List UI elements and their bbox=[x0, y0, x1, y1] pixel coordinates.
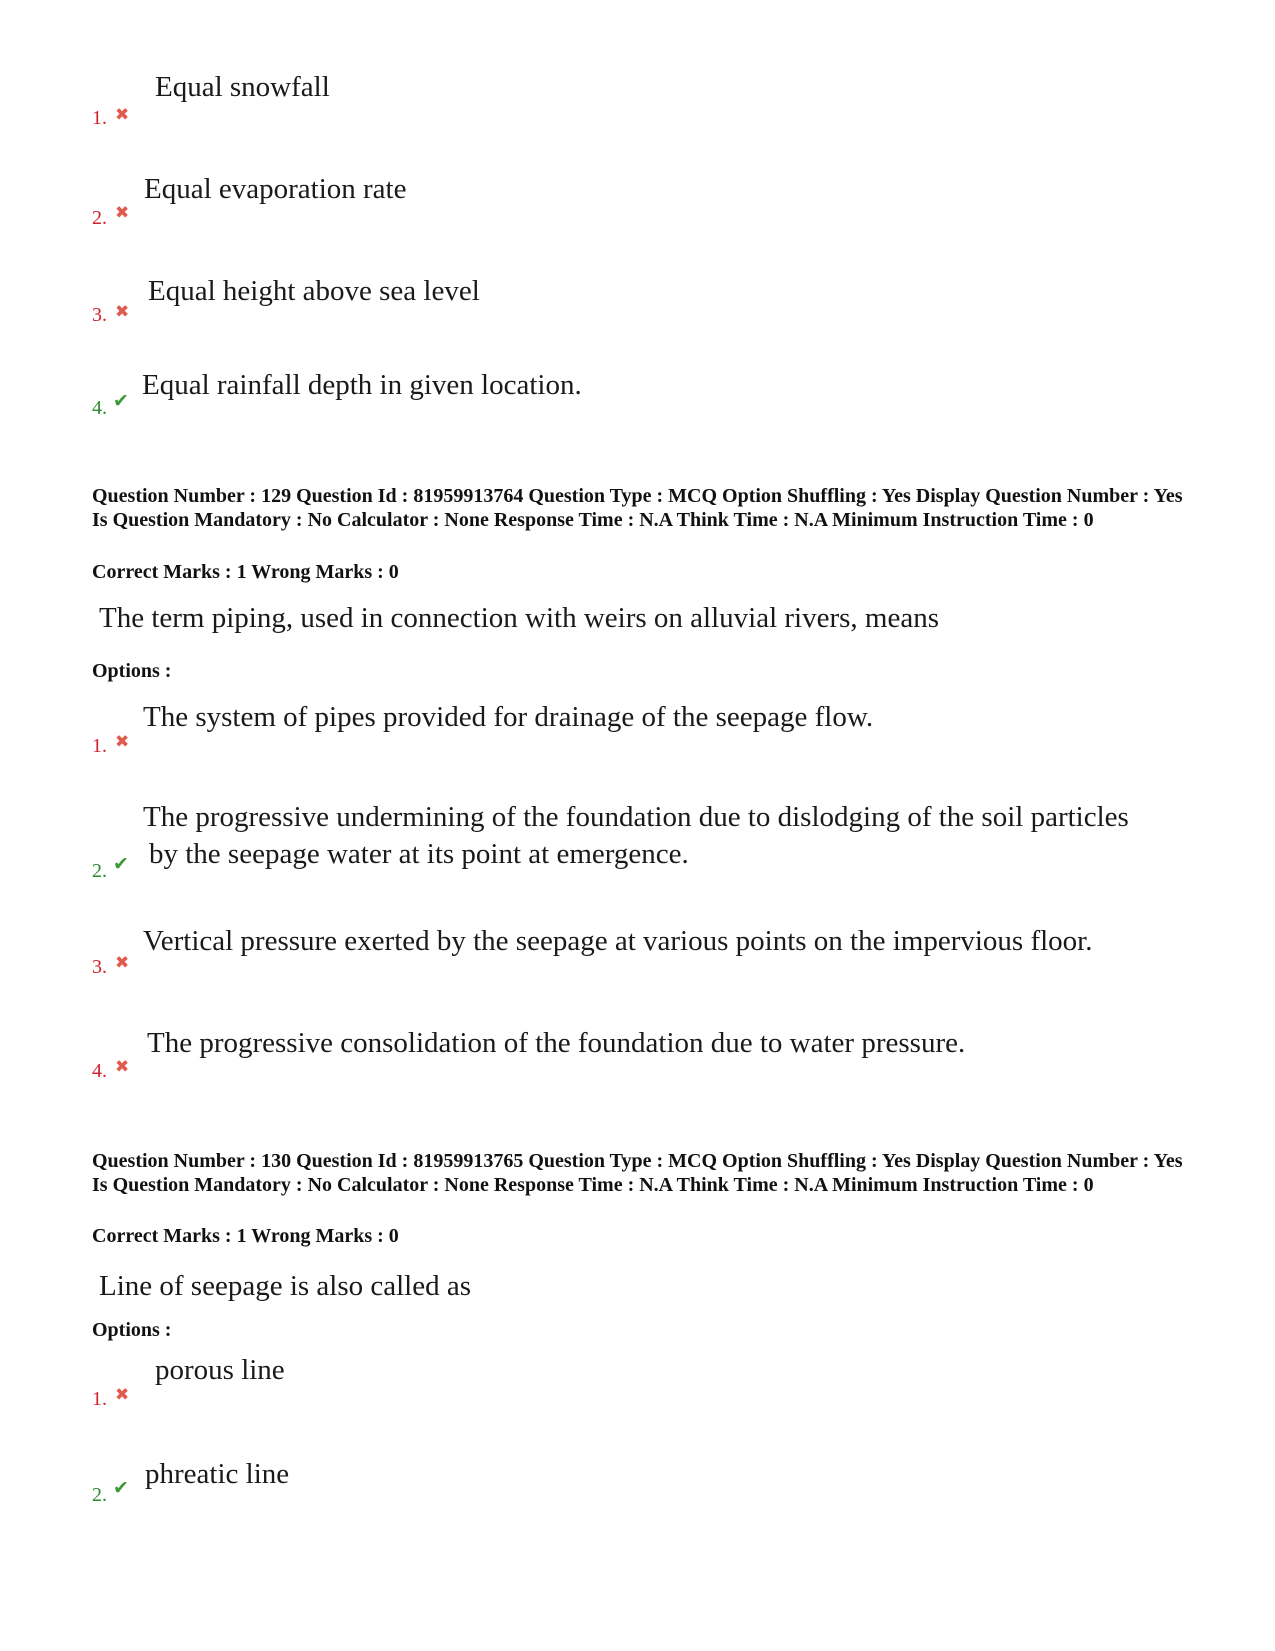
wrong-mark-icon: ✖ bbox=[115, 1057, 130, 1076]
question-129-meta: Question Number : 129 Question Id : 81959913764 Question Type : MCQ Option Shuffling : Yes Display Question Number : Yes Is Question Mandatory : No Calculator : None Response Time : N.A Think Time : N.A Minimum Instruction Time : 0 bbox=[92, 485, 1183, 531]
option-text: Vertical pressure exerted by the seepage at various points on the impervious floor. bbox=[143, 925, 1093, 957]
question-130-meta: Question Number : 130 Question Id : 81959913765 Question Type : MCQ Option Shuffling : Yes Display Question Number : Yes Is Question Mandatory : No Calculator : None Response Time : N.A Think Time : N.A Minimum Instruction Time : 0 bbox=[92, 1150, 1183, 1196]
check-mark-icon: ✔ bbox=[113, 391, 129, 412]
option-number: 2. bbox=[92, 207, 107, 229]
option-number: 1. bbox=[92, 107, 107, 129]
option-text: The progressive consolidation of the foundation due to water pressure. bbox=[147, 1027, 966, 1059]
option-text: porous line bbox=[155, 1354, 285, 1386]
question-130-marks: Correct Marks : 1 Wrong Marks : 0 bbox=[92, 1225, 399, 1247]
option-text: Equal height above sea level bbox=[148, 275, 480, 307]
option-number: 4. bbox=[92, 397, 107, 419]
question-130-options-label: Options : bbox=[92, 1319, 172, 1341]
option-text: Equal evaporation rate bbox=[144, 173, 407, 205]
question-129-marks: Correct Marks : 1 Wrong Marks : 0 bbox=[92, 561, 399, 583]
option-text: Equal snowfall bbox=[155, 71, 330, 103]
option-number: 4. bbox=[92, 1060, 107, 1082]
wrong-mark-icon: ✖ bbox=[115, 203, 130, 222]
question-129-options-label: Options : bbox=[92, 660, 172, 682]
option-number: 3. bbox=[92, 956, 107, 978]
option-number: 3. bbox=[92, 304, 107, 326]
option-number: 1. bbox=[92, 735, 107, 757]
option-text-line-1: The progressive undermining of the foundation due to dislodging of the soil particles bbox=[143, 801, 1129, 833]
option-number: 1. bbox=[92, 1388, 107, 1410]
wrong-mark-icon: ✖ bbox=[115, 953, 130, 972]
wrong-mark-icon: ✖ bbox=[115, 105, 130, 124]
check-mark-icon: ✔ bbox=[113, 854, 129, 875]
option-number: 2. bbox=[92, 860, 107, 882]
option-text-line-2: by the seepage water at its point at emergence. bbox=[149, 838, 689, 870]
option-text: The system of pipes provided for drainage of the seepage flow. bbox=[143, 701, 874, 733]
wrong-mark-icon: ✖ bbox=[115, 1385, 130, 1404]
check-mark-icon: ✔ bbox=[113, 1478, 129, 1499]
question-130-stem: Line of seepage is also called as bbox=[99, 1270, 472, 1302]
wrong-mark-icon: ✖ bbox=[115, 732, 130, 751]
wrong-mark-icon: ✖ bbox=[115, 302, 130, 321]
question-129-stem: The term piping, used in connection with weirs on alluvial rivers, means bbox=[99, 602, 939, 634]
option-text: Equal rainfall depth in given location. bbox=[142, 369, 582, 401]
option-number: 2. bbox=[92, 1484, 107, 1506]
option-text: phreatic line bbox=[145, 1458, 290, 1490]
